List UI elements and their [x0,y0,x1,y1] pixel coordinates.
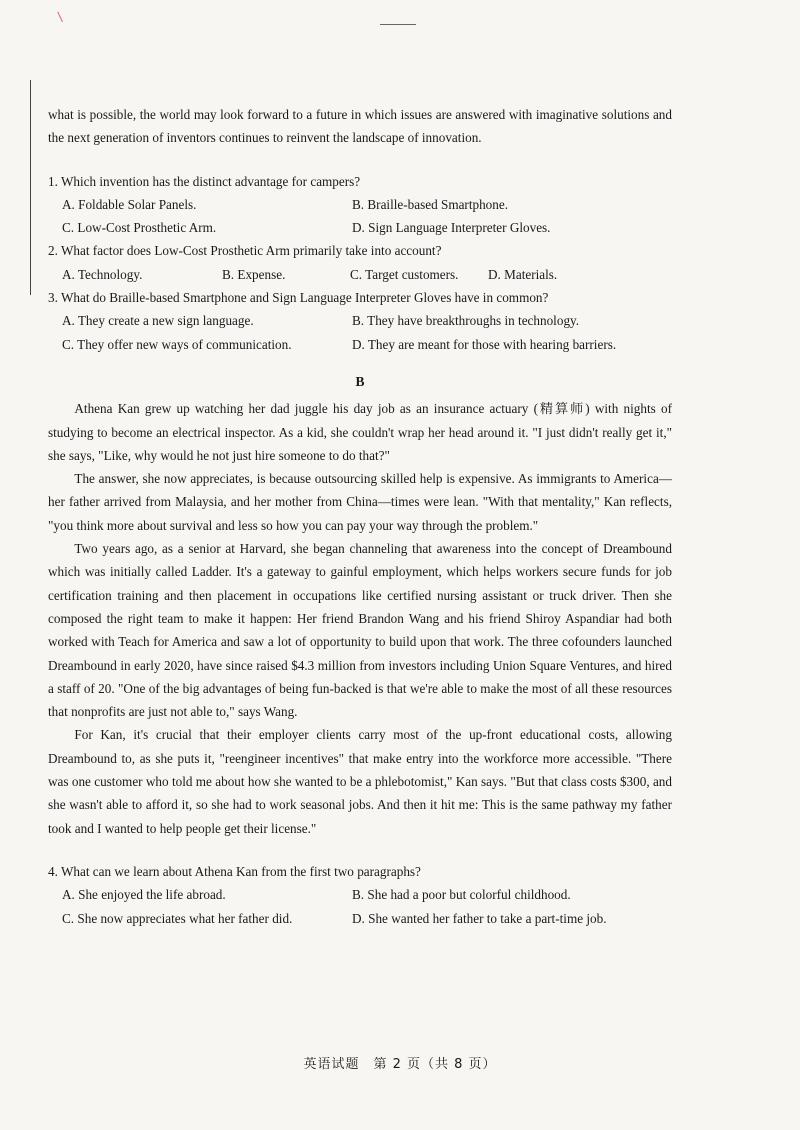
question-2-options [48,263,672,286]
question-1-stem: 1. Which invention has the distinct advantage for campers? [48,173,361,189]
q2-option-b: B. Expense. [222,266,286,282]
q3-option-d: D. They are meant for those with hearing barriers. [352,336,617,352]
q1-option-a: A. Foldable Solar Panels. [62,196,197,212]
question-3-stem: 3. What do Braille-based Smartphone and Sign Language Interpreter Gloves have in common? [48,290,549,306]
passage-b-paragraph-4: For Kan, it's crucial that their employer clients carry most of the up-front educational costs, allowing Dreambound to, as she puts it, "reengineer incentives" that make entry into the workforce more accessible. "There was one customer who told me about how she wanted to be a phlebotomist," Kan says. "But that class costs $300, and she wasn't able to afford it, so she had to work seasonal jobs. And then it hit me: This is the same pathway my father took and I wanted to help people get their license." [48,727,672,836]
left-margin-line [30,80,31,295]
q2-option-c: C. Target customers. [350,266,459,282]
passage-a-ending: what is possible, the world may look forward to a future in which issues are answered with imaginative solutions and the next generation of inventors continues to reinvent the landscape of innovation. [48,107,672,146]
top-divider [380,24,416,25]
page-footer: 英语试题 第 2 页（共 8 页） [303,1057,497,1072]
page-content [48,103,672,930]
q4-option-b: B. She had a poor but colorful childhood. [352,887,571,903]
q4-option-a: A. She enjoyed the life abroad. [62,887,226,903]
q1-option-d: D. Sign Language Interpreter Gloves. [352,220,551,236]
question-1-options [48,193,672,240]
q3-option-b: B. They have breakthroughs in technology. [352,313,580,329]
q3-option-c: C. They offer new ways of communication. [62,336,292,352]
section-b-title: B [355,373,365,389]
question-group-a [48,170,672,356]
q2-option-d: D. Materials. [488,266,558,282]
q4-option-d: D. She wanted her father to take a part-time job. [352,910,607,926]
pink-stamp-mark: \ [56,9,64,26]
q4-option-c: C. She now appreciates what her father did. [62,910,293,926]
q1-option-b: B. Braille-based Smartphone. [352,196,509,212]
passage-b-paragraph-3: Two years ago, as a senior at Harvard, she began channeling that awareness into the concept of Dreambound which was initially called Ladder. It's a gateway to gainful employment, which helps workers secure funds for job certification training and then placement in occupations like certified nursing assistant or truck driver. Then she composed the right team to make it happen: Her friend Brandon Wang and his friend Shiroy Aspandiar had both worked with Teach for America and saw a lot of opportunity to build upon that work. The three cofounders launched Dreambound in early 2020, have since raised $4.3 million from investors including Union Square Ventures, and hired a staff of 20. "One of the big advantages of being fun-backed is that we're able to make the most of all these resources that nonprofits are just not able to," says Wang. [48,541,672,720]
question-2-stem: 2. What factor does Low-Cost Prosthetic Arm primarily take into account? [48,243,442,259]
q1-option-c: C. Low-Cost Prosthetic Arm. [62,220,217,236]
question-4-stem: 4. What can we learn about Athena Kan from the first two paragraphs? [48,863,421,879]
q2-option-a: A. Technology. [62,266,143,282]
passage-b-paragraph-2: The answer, she now appreciates, is because outsourcing skilled help is expensive. As immigrants to America—her father arrived from Malaysia, and her mother from China—times were lean. "With that mentality," Kan reflects, "you think more about survival and less so how you can pay your way through the problem." [48,471,672,533]
question-group-b [48,860,672,930]
question-3-options [48,309,672,356]
question-4-options [48,883,672,930]
passage-b-paragraph-1: Athena Kan grew up watching her dad juggle his day job as an insurance actuary (精算师) with nights of studying to become an electrical inspector. As a kid, she couldn't wrap her head around it. "I just didn't really get it," she says, "Like, why would he not just hire someone to do that?" [48,401,672,463]
q3-option-a: A. They create a new sign language. [62,313,254,329]
